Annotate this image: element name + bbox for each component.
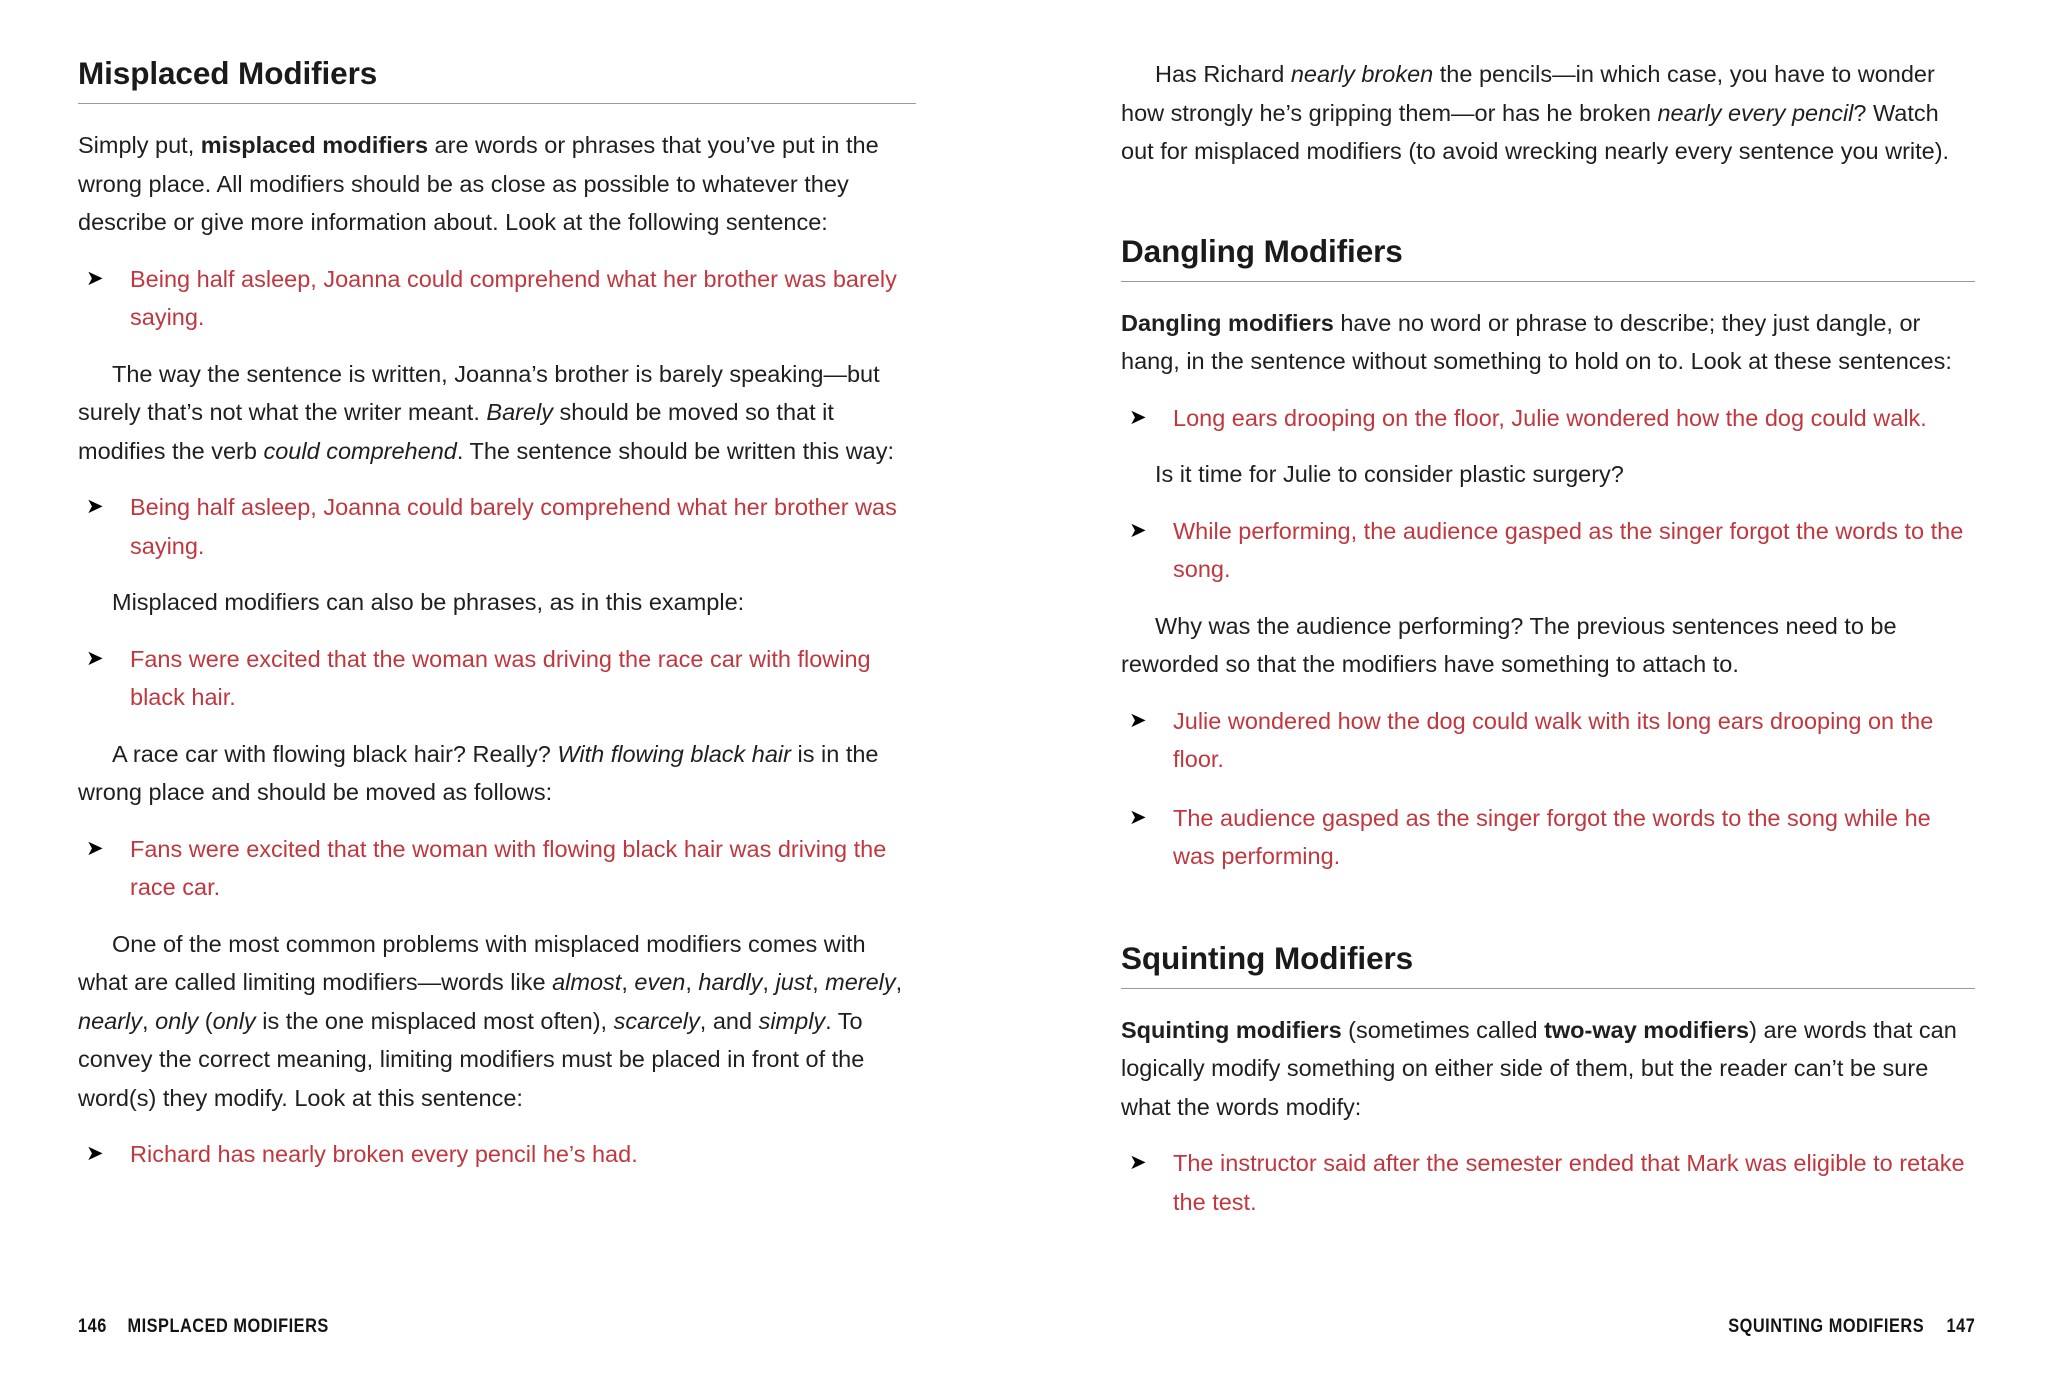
dangling-intro-rest: have no word or phrase to describe; they just dangle, or hang, in the sentence without something to hold on to. Look at these sentences: <box>1121 309 1952 375</box>
example-list-4 <box>78 830 916 907</box>
italic-limiting-word: almost <box>552 969 622 996</box>
arrow-bullet-icon: ➤ <box>86 1142 104 1166</box>
example-text: The audience gasped as the singer forgot the words to the song while he was performing. <box>1173 804 1931 870</box>
arrow-bullet-icon: ➤ <box>86 495 104 519</box>
paragraph-dangling-intro <box>1121 304 1975 381</box>
left-page-footer <box>78 1316 329 1338</box>
example-text: Fans were excited that the woman was driving the race car with flowing black hair. <box>130 645 871 711</box>
example-block-5 <box>78 1135 916 1174</box>
paragraph-dangling-comment-1: Is it time for Julie to consider plastic surgery? <box>1155 461 1624 488</box>
arrow-bullet-icon: ➤ <box>1129 805 1147 829</box>
example-text: Being half asleep, Joanna could comprehend what her brother was barely saying. <box>130 265 897 331</box>
example-text: Being half asleep, Joanna could barely comprehend what her brother was saying. <box>130 494 897 559</box>
example-list-2 <box>78 488 916 565</box>
example-block-4 <box>78 830 916 907</box>
paragraph-explanation-2 <box>78 735 916 812</box>
italic-limiting-word: only <box>155 1007 199 1034</box>
explanation2-part-2: is in the wrong place and should be moved as follows: <box>78 740 879 806</box>
left-page <box>0 55 1026 1400</box>
example-text: While performing, the audience gasped as the singer forgot the words to the song. <box>1173 517 1964 583</box>
italic-limiting-word: just <box>775 969 813 996</box>
example-list-3 <box>78 640 916 717</box>
italic-could-comprehend: could comprehend <box>263 437 457 464</box>
arrow-bullet-icon: ➤ <box>86 646 104 670</box>
example-block-dangling-3 <box>1121 702 1975 876</box>
example-list-squinting-1 <box>1121 1144 1975 1221</box>
limiting-italic-word-list: almost, even, hardly, just, merely, nearly, only <box>78 969 903 1034</box>
limiting-part-2: ( <box>198 1007 213 1034</box>
example-item <box>78 640 916 717</box>
example-text: Julie wondered how the dog could walk with its long ears drooping on the floor. <box>1173 707 1934 773</box>
example-item <box>78 488 916 565</box>
italic-limiting-word: nearly <box>78 1007 143 1034</box>
italic-with-flowing-black-hair: With flowing black hair <box>557 740 791 767</box>
example-block-3 <box>78 640 916 717</box>
heading-rule <box>1121 281 1975 282</box>
heading-rule <box>78 103 916 104</box>
example-block-2 <box>78 488 916 565</box>
page-title-misplaced-modifiers: Misplaced Modifiers <box>78 55 378 91</box>
italic-nearly-broken: nearly broken <box>1290 61 1434 87</box>
example-block-dangling-1 <box>1121 399 1975 438</box>
term-squinting-modifiers: Squinting modifiers <box>1121 1016 1342 1043</box>
italic-limiting-word: hardly <box>698 969 763 996</box>
right-page-footer <box>1728 1316 1975 1338</box>
example-block-squinting-1 <box>1121 1144 1975 1221</box>
example-item <box>1121 512 1975 589</box>
example-text: Long ears drooping on the floor, Julie wondered how the dog could walk. <box>1173 404 1927 431</box>
limiting-part-1: One of the most common problems with misplaced modifiers comes with what are called limiting modifiers—words like <box>78 930 866 996</box>
running-head-left: MISPLACED MODIFIERS <box>127 1316 329 1337</box>
example-item <box>1121 399 1975 438</box>
continuation-part-3: ? Watch out for misplaced modifiers (to avoid wrecking nearly every sentence you write). <box>1121 99 1950 164</box>
arrow-bullet-icon: ➤ <box>1129 1151 1147 1175</box>
intro-text-after-bold: are words or phrases that you’ve put in the wrong place. All modifiers should be as close as possible to whatever they describe or give more information about. Look at the following sentence: <box>78 132 879 236</box>
arrow-bullet-icon: ➤ <box>86 836 104 860</box>
term-two-way-modifiers: two-way modifiers <box>1544 1016 1750 1043</box>
italic-nearly-every-pencil: nearly every pencil <box>1657 99 1854 126</box>
italic-barely: Barely <box>486 399 554 426</box>
page-number-left: 146 <box>78 1316 107 1337</box>
left-page-column <box>78 55 916 1174</box>
example-text: Richard has nearly broken every pencil he’s had. <box>130 1141 638 1168</box>
paragraph-continuation <box>1121 55 1975 171</box>
example-item <box>1121 1144 1975 1221</box>
example-list-5 <box>78 1135 916 1174</box>
paragraph-explanation-1 <box>78 355 916 471</box>
limiting-part-3: is the one misplaced most often), <box>255 1007 614 1034</box>
arrow-bullet-icon: ➤ <box>1129 708 1147 732</box>
paragraph-intro <box>78 126 916 242</box>
intro-text-before-bold: Simply put, <box>78 132 201 159</box>
page-title-dangling-modifiers: Dangling Modifiers <box>1121 232 1403 269</box>
paragraph-limiting-modifiers <box>78 925 916 1118</box>
paragraph-phrases-lead-in: Misplaced modifiers can also be phrases, as in this example: <box>112 589 745 616</box>
continuation-part-1: Has Richard <box>1155 61 1291 87</box>
example-list-dangling-3 <box>1121 702 1975 876</box>
squinting-intro-rest: ) are words that can logically modify something on either side of them, but the reader can’t be sure what the words modify: <box>1121 1016 1957 1120</box>
example-list-dangling-2 <box>1121 512 1975 589</box>
example-text: The instructor said after the semester ended that Mark was eligible to retake the test. <box>1173 1150 1965 1215</box>
example-block-dangling-2 <box>1121 512 1975 589</box>
spacer <box>1121 171 1975 233</box>
example-item <box>1121 702 1975 779</box>
limiting-part-5: . To convey the correct meaning, limiting modifiers must be placed in front of the word(s) they modify. Look at this sentence: <box>78 1007 865 1111</box>
italic-only: only <box>212 1007 256 1034</box>
italic-scarcely: scarcely <box>613 1007 700 1034</box>
example-text: Fans were excited that the woman with flowing black hair was driving the race car. <box>130 835 887 901</box>
italic-limiting-word: merely <box>825 969 896 996</box>
explanation-part-1: The way the sentence is written, Joanna’s brother is barely speaking—but surely that’s not what the writer meant. <box>78 360 880 426</box>
limiting-part-4: , and <box>699 1007 759 1034</box>
right-page <box>1026 55 2053 1400</box>
paragraph-dangling-comment-2: Why was the audience performing? The previous sentences need to be reworded so that the modifiers have something to attach to. <box>1121 612 1897 678</box>
explanation-part-3: . The sentence should be written this way: <box>456 437 895 464</box>
explanation2-part-1: A race car with flowing black hair? Really? <box>112 740 558 767</box>
term-misplaced-modifiers: misplaced modifiers <box>200 132 429 159</box>
example-block-1 <box>78 260 916 337</box>
right-page-column <box>1121 55 1975 1221</box>
heading-rule <box>1121 988 1975 989</box>
example-item <box>78 260 916 337</box>
example-list-dangling-1 <box>1121 399 1975 438</box>
arrow-bullet-icon: ➤ <box>1129 518 1147 542</box>
explanation-part-2: should be moved so that it modifies the verb <box>78 399 834 464</box>
spacer <box>1121 894 1975 940</box>
arrow-bullet-icon: ➤ <box>86 266 104 290</box>
example-item <box>78 1135 916 1174</box>
running-head-right: SQUINTING MODIFIERS <box>1727 1316 1924 1337</box>
example-item <box>78 830 916 907</box>
squinting-intro-mid: (sometimes called <box>1341 1016 1545 1043</box>
term-dangling-modifiers: Dangling modifiers <box>1121 309 1334 336</box>
paragraph-squinting-intro <box>1121 1011 1975 1127</box>
continuation-part-2: the pencils—in which case, you have to wonder how strongly he’s gripping them—or has he broken <box>1121 61 1935 126</box>
page-number-right: 147 <box>1946 1316 1975 1337</box>
italic-simply: simply <box>758 1007 826 1034</box>
arrow-bullet-icon: ➤ <box>1129 405 1147 429</box>
italic-limiting-word: even <box>634 969 686 996</box>
example-list-1 <box>78 260 916 337</box>
page-title-squinting-modifiers: Squinting Modifiers <box>1121 939 1414 976</box>
example-item <box>1121 799 1975 876</box>
